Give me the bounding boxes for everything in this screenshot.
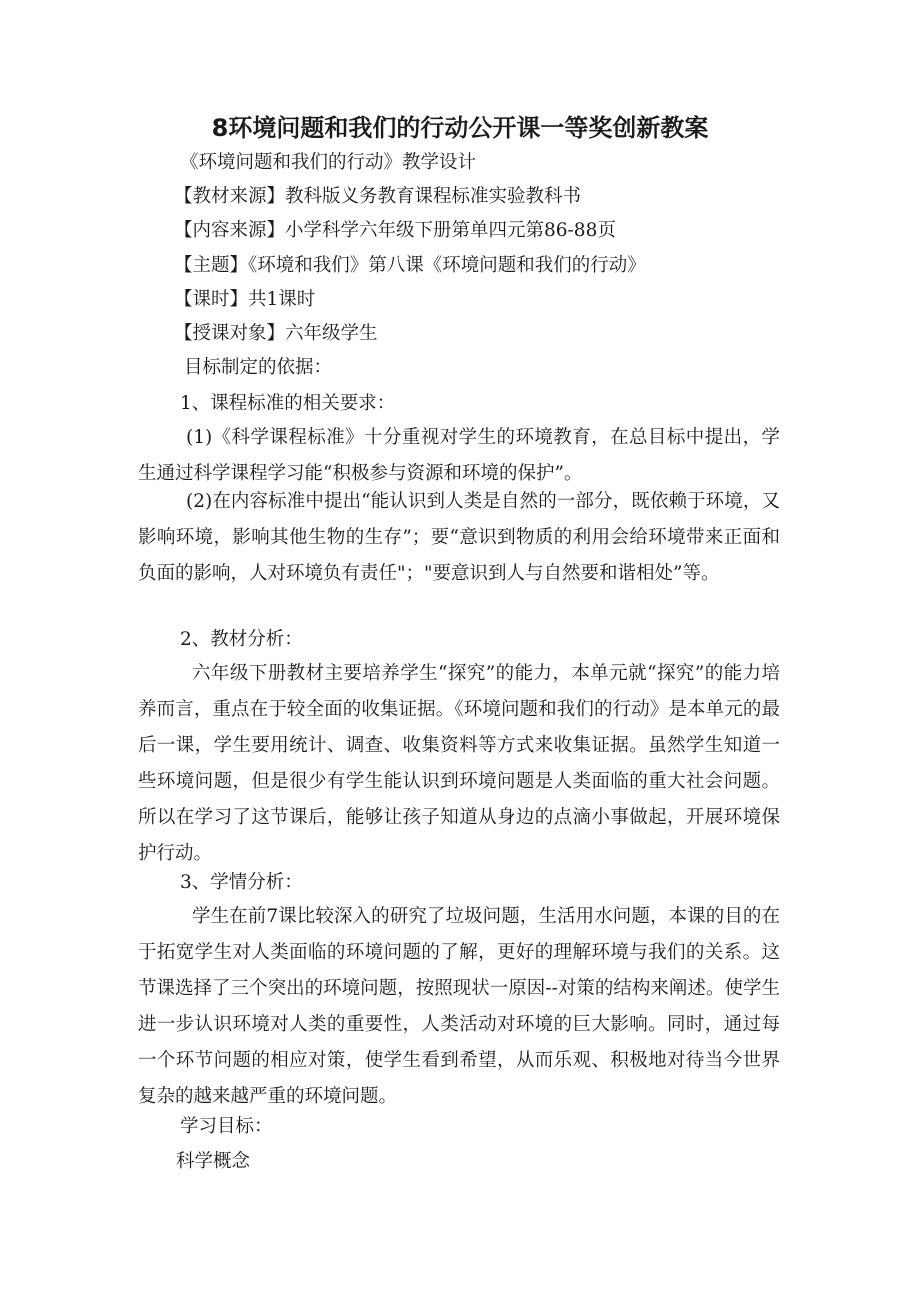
curriculum-requirement-2: (2)在内容标准中提出“能认识到人类是自然的一部分，既依赖于环境，又影响环境，影响其他生物的生存”；要“意识到物质的利用会给环境带来正面和负面的影响，人对环境负有责任"；"要意识到人与自然要和谐相处”等。 [138,491,780,584]
student-analysis-paragraph: 学生在前7课比较深入的研究了垃圾问题，生活用水问题，本课的目的在于拓宽学生对人类面临的环境问题的了解，更好的理解环境与我们的关系。这节课选择了三个突出的环境问题，按照现状一原因--对策的结构来阐述。使学生进一步认识环境对人类的重要性，人类活动对环境的巨大影响。同时，通过每一个环节问题的相应对策，使学生看到希望，从而乐观、积极地对待当今世界复杂的越来越严重的环境问题。 [138,906,780,1107]
learning-objectives-heading: 学习目标： [180,1116,273,1137]
theme-line: 【主题】《环境和我们》第八课《环境问题和我们的行动》 [174,255,646,276]
textbook-analysis-paragraph: 六年级下册教材主要培养学生“探究”的能力，本单元就“探究”的能力培养而言，重点在于较全面的收集证据。《环境问题和我们的行动》是本单元的最后一课，学生要用统计、调查、收集资料等方式来收集证据。虽然学生知道一些环境问题，但是很少有学生能认识到环境问题是人类面临的重大社会问题。所以在学习了这节课后，能够让孩子知道从身边的点滴小事做起，开展环境保护行动。 [138,663,780,864]
class-hours-line: 【课时】共1课时 [174,289,316,310]
content-source-line: 【内容来源】小学科学六年级下册第单四元第86-88页 [174,220,616,241]
audience-line: 【授课对象】六年级学生 [174,323,378,344]
lesson-design-subtitle: 《环境问题和我们的行动》教学设计 [180,152,477,173]
textbook-source-line: 【教材来源】教科版义务教育课程标准实验教科书 [174,186,582,207]
section-3-heading: 3、学情分析： [180,872,303,893]
section-1-heading: 1、课程标准的相关要求： [180,393,396,414]
section-2-heading: 2、教材分析： [180,629,303,650]
objective-basis-heading: 目标制定的依据： [184,357,333,378]
curriculum-requirement-1: (1)《科学课程标准》十分重视对学生的环境教育，在总目标中提出，学生通过科学课程学习能“积极参与资源和环境的保护”。 [138,427,780,484]
science-concepts-heading: 科学概念 [176,1151,251,1172]
document-title: 8环境问题和我们的行动公开课一等奖创新教案 [211,114,709,142]
